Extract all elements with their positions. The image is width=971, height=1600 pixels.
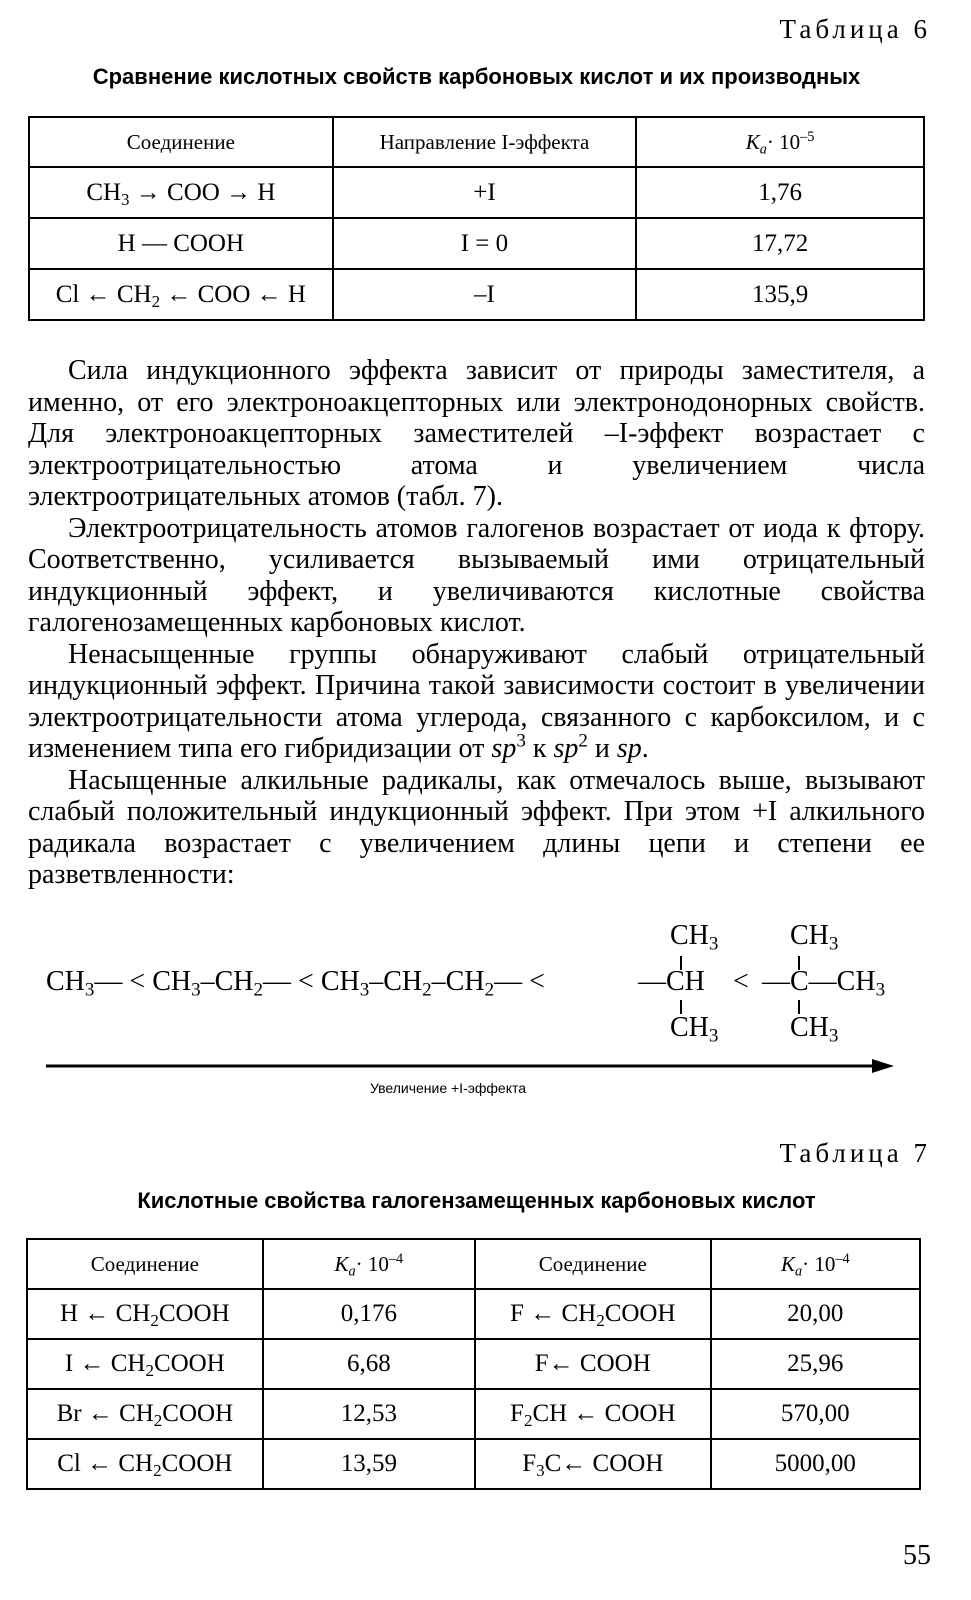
- table7-header-compound: Соединение: [27, 1239, 263, 1289]
- alkyl-scheme-main: $CH_3—$ < $CH_3-CH_2—$ < $CH_3-CH_2-CH_2—$ <: [46, 966, 545, 1001]
- ka-subscript: a: [348, 1262, 356, 1279]
- table6-header-direction: Направление I-эффекта: [333, 117, 636, 167]
- table6-direction: –I: [333, 269, 636, 320]
- increase-arrow: [46, 1056, 896, 1076]
- table6-value: 1,76: [636, 167, 924, 218]
- paragraph-2: Электроотрицательность атомов галогенов возрастает от иода к фтору. Соответственно, усиливается вызываемый ими отрицательный индукционный эффект, и увеличиваются кислотные свойства галогенозамещенных карбоновых кислот.: [28, 512, 925, 638]
- ka-multiplier: · 10: [802, 1251, 836, 1276]
- ka-multiplier: · 10: [355, 1251, 389, 1276]
- table7-header-row: [27, 1239, 920, 1289]
- ka-subscript: a: [794, 1262, 803, 1279]
- table6-direction: I = 0: [333, 218, 636, 269]
- table7-right-formula: F← COOH: [475, 1339, 711, 1389]
- table-row: [27, 1339, 920, 1389]
- table7-right-formula: $F_3C\leftarrow$ COOH: [475, 1439, 711, 1489]
- table7-right-value: 5000,00: [711, 1439, 920, 1489]
- table6-direction: +I: [333, 167, 636, 218]
- table7-left-formula: Br ← $CH_2COOH$: [27, 1389, 263, 1439]
- table7-left-formula: I ← $CH_2COOH$: [27, 1339, 263, 1389]
- table7-label: Таблица 7: [779, 1138, 931, 1168]
- table6-value: 17,72: [636, 218, 924, 269]
- body-text: [28, 355, 925, 891]
- tert-butyl-top: $CH_3$: [790, 920, 839, 955]
- table7-right-value: 20,00: [711, 1289, 920, 1339]
- table6-header-compound: Соединение: [29, 117, 333, 167]
- ka-symbol: K: [334, 1251, 349, 1276]
- table7-left-value: 12,53: [263, 1389, 475, 1439]
- paragraph-1: Сила индукционного эффекта зависит от природы заместителя, а именно, от его электроноакцепторных или электронодонорных свойств. Для электроноакцепторных заместителей –I-эффект возрастает с электроотрицательностью атома и увеличением числа электроотрицательных атомов (табл. 7).: [28, 355, 925, 512]
- ka-exponent: –5: [800, 128, 815, 145]
- arrow-caption: Увеличение +I-эффекта: [370, 1080, 527, 1096]
- table7-right-value: 25,96: [711, 1339, 920, 1389]
- table7-right-formula: $F_2CH$ ← COOH: [475, 1389, 711, 1439]
- table7-right-value: 570,00: [711, 1389, 920, 1439]
- paragraph-3: Ненасыщенные группы обнаруживают слабый отрицательный индукционный эффект. Причина такой зависимости состоит в увеличении электроотрицательности атома углерода, связанного с карбоксилом, и с изменением типа его гибридизации от $sp^3$ к $sp^2$ и sp.: [28, 638, 925, 764]
- ka-symbol: K: [780, 1251, 795, 1276]
- table7-title: Кислотные свойства галогензамещенных карбоновых кислот: [137, 1188, 816, 1213]
- table6-header-ka: [636, 117, 924, 167]
- table7-right-formula: F ← $CH_2COOH$: [475, 1289, 711, 1339]
- table-row: [29, 218, 924, 269]
- ka-subscript: a: [759, 140, 767, 157]
- table7-left-formula: H ← $CH_2COOH$: [27, 1289, 263, 1339]
- table-row: [27, 1439, 920, 1489]
- table7-header-compound: Соединение: [475, 1239, 711, 1289]
- table-row: [29, 269, 924, 320]
- table6-header-row: [29, 117, 924, 167]
- paragraph-4: Насыщенные алкильные радикалы, как отмечалось выше, вызывают слабый положительный индукционный эффект. При этом +I алкильного радикала возрастает с увеличением длины цепи и степени ее разветвленности:: [28, 764, 925, 890]
- table6-formula: H — COOH: [29, 218, 333, 269]
- table7: [26, 1238, 921, 1490]
- isopropyl-top: $CH_3$: [670, 920, 719, 955]
- table6-title: Сравнение кислотных свойств карбоновых кислот и их производных: [92, 64, 861, 89]
- table-row: [27, 1389, 920, 1439]
- ka-exponent: –4: [835, 1250, 850, 1267]
- table6-formula: $CH_3$ → COO → H: [29, 167, 333, 218]
- table7-header-ka: [711, 1239, 920, 1289]
- table6-formula: Cl ← $CH_2$ ← COO ← H: [29, 269, 333, 320]
- table7-left-formula: Cl ← $CH_2COOH$: [27, 1439, 263, 1489]
- table7-left-value: 6,68: [263, 1339, 475, 1389]
- table-row: [27, 1289, 920, 1339]
- table7-left-value: 0,176: [263, 1289, 475, 1339]
- table-row: [29, 167, 924, 218]
- ka-symbol: K: [745, 129, 760, 154]
- table6: [28, 116, 925, 321]
- ka-multiplier: · 10: [766, 129, 801, 154]
- table7-header-ka: [263, 1239, 475, 1289]
- tert-butyl-mid: $—C—CH_3$: [762, 966, 886, 1001]
- table6-label: Таблица 6: [779, 14, 931, 44]
- isopropyl-mid: —CH: [638, 966, 705, 997]
- page-number: 55: [903, 1540, 931, 1571]
- tert-butyl-bottom: $CH_3$: [790, 1012, 839, 1047]
- scheme-less-than: <: [733, 966, 749, 997]
- table6-value: 135,9: [636, 269, 924, 320]
- isopropyl-bottom: $CH_3$: [670, 1012, 719, 1047]
- table7-left-value: 13,59: [263, 1439, 475, 1489]
- ka-exponent: –4: [388, 1250, 404, 1267]
